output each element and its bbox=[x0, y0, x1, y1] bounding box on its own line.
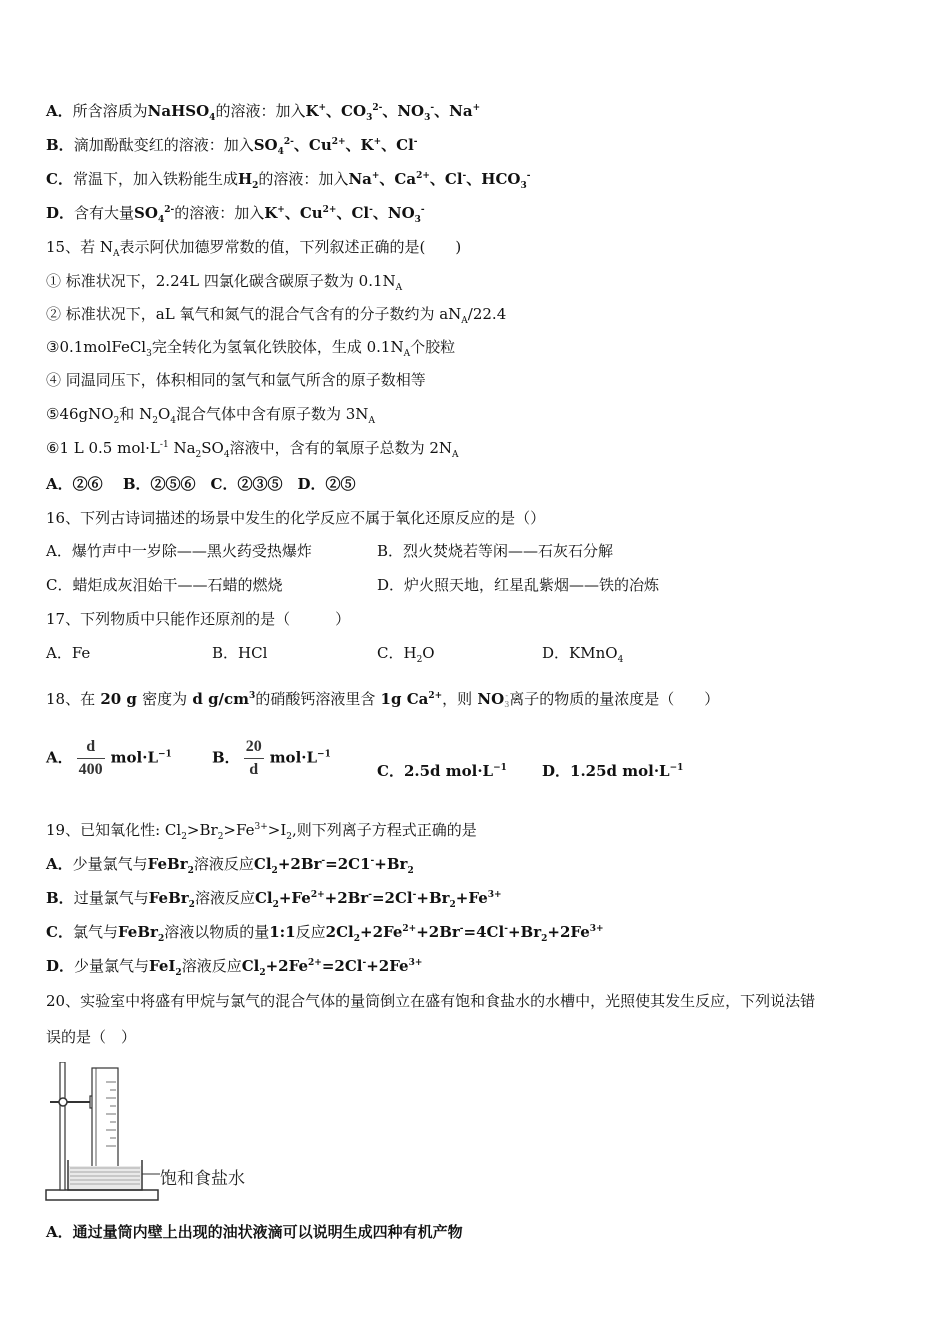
q16-option-b: B．烈火焚烧若等闲——石灰石分解 bbox=[377, 542, 614, 560]
q18-option-d: D．1.25d $mol\cdot L^{-1}$ bbox=[542, 762, 684, 780]
q14-option-b: B．滴加酚酞变红的溶液：加入$SO_4^{2-}$、$Cu^{2+}$、K+、Cl- bbox=[46, 136, 418, 157]
q16-option-c: C．蜡炬成灰泪始干——石蜡的燃烧 bbox=[46, 576, 283, 594]
q15-item-1: ① 标准状况下，2.24L 四氯化碳含碳原子数为 $0.1N_A$ bbox=[46, 272, 403, 293]
q18-option-c: C．2.5d $mol\cdot L^{-1}$ bbox=[377, 762, 507, 780]
q15-item-5: ⑤46gNO$_2$和 $N_2O_4$混合气体中含有原子数为 $3N_A$ bbox=[46, 405, 375, 426]
q18-option-b: B． $\frac{20}{d}$ $mol\cdot L^{-1}$ bbox=[212, 736, 331, 781]
q15-stem: 15、若 $N_A$表示阿伏加德罗常数的值，下列叙述正确的是( ) bbox=[46, 238, 462, 259]
q15-item-4: ④ 同温同压下，体积相同的氢气和氩气所含的原子数相等 bbox=[46, 371, 426, 389]
q16-stem: 16、下列古诗词描述的场景中发生的化学反应不属于氧化还原反应的是（） bbox=[46, 509, 546, 527]
q18-option-a: A． $\frac{d}{400}$ $mol\cdot L^{-1}$ bbox=[46, 736, 172, 781]
q17-option-a: A．Fe bbox=[46, 644, 91, 662]
q20-option-a: A．通过量筒内壁上出现的油状液滴可以说明生成四种有机产物 bbox=[46, 1223, 463, 1241]
q19-option-c: C．氯气与FeBr$_2$溶液以物质的量1:1反应$2Cl_2+2Fe^{2+}+2Br^-=4Cl^-+Br_2+2Fe^{3+}$ bbox=[46, 923, 604, 944]
q16-option-d: D．炉火照天地，红星乱紫烟——铁的冶炼 bbox=[377, 576, 660, 594]
fraction-d-over-400: $\frac{d}{400}$ bbox=[78, 738, 103, 778]
q17-option-b: B．HCl bbox=[212, 644, 268, 662]
q15-item-2: ② 标准状况下，aL 氧气和氮气的混合气含有的分子数约为 $aN_A/22.4$ bbox=[46, 305, 507, 326]
q16-option-a: A．爆竹声中一岁除——黑火药受热爆炸 bbox=[46, 542, 312, 560]
q15-item-6: ⑥1 L 0.5 $mol\cdot L^{-1}$ $Na_2SO_4$溶液中，含有的氧原子总数为 $2N_A$ bbox=[46, 439, 459, 460]
q20-stem-line-1: 20、实验室中将盛有甲烷与氯气的混合气体的量筒倒立在盛有饱和食盐水的水槽中，光照使其发生反应，下列说法错 bbox=[46, 992, 816, 1010]
q15-answers: A．②⑥ B．②⑤⑥ C．②③⑤ D．②⑤ bbox=[46, 475, 356, 493]
figure-label-saturated-brine: 饱和食盐水 bbox=[160, 1169, 245, 1189]
q14-option-c: C．常温下，加入铁粉能生成$H_2$的溶液：加入Na+、$Ca^{2+}$、Cl-、$HCO_3^-$ bbox=[46, 170, 531, 191]
q14-option-d: D．含有大量$SO_4^{2-}$的溶液：加入K+、$Cu^{2+}$、Cl-、$NO_3^-$ bbox=[46, 204, 425, 225]
stand-base bbox=[46, 1190, 158, 1200]
stand-rod bbox=[60, 1062, 65, 1190]
q19-option-a: A．少量氯气与FeBr$_2$溶液反应$Cl_2+2Br^-=2C1^-+Br_2$ bbox=[46, 855, 414, 876]
fraction-20-over-d: $\frac{20}{d}$ bbox=[245, 738, 262, 778]
q19-option-d: D．少量氯气与FeI$_2$溶液反应$Cl_2+2Fe^{2+}=2Cl^-+2Fe^{3+}$ bbox=[46, 957, 423, 978]
clamp-screw bbox=[59, 1098, 67, 1106]
q17-option-c: C．$H_2O$ bbox=[377, 644, 435, 665]
q17-stem: 17、下列物质中只能作还原剂的是（ ） bbox=[46, 610, 351, 628]
q18-stem: 18、在 20 g 密度为 d $g/cm^3$的硝酸钙溶液里含 1g $Ca^{2+}$，则 NO - 3 离子的物质的量浓度是（ ） bbox=[46, 690, 720, 709]
inverted-cylinder-apparatus-figure bbox=[44, 1062, 160, 1204]
q20-stem-line-2: 误的是（ ） bbox=[46, 1028, 137, 1046]
q15-item-3: ③0.1molFeCl$_3$完全转化为氢氧化铁胶体，生成 $0.1N_A$个胶粒 bbox=[46, 338, 456, 359]
q17-option-d: D．KMnO$_4$ bbox=[542, 644, 624, 665]
q14-option-a: A．所含溶质为NaHSO$_4$的溶液：加入K+、$CO_3^{2-}$、$NO_3^-$、Na+ bbox=[46, 102, 481, 123]
saturated-brine bbox=[69, 1166, 141, 1189]
q19-option-b: B．过量氯气与FeBr$_2$溶液反应$Cl_2+Fe^{2+}+2Br^-=2Cl^-+Br_2+Fe^{3+}$ bbox=[46, 889, 502, 910]
q19-stem: 19、已知氧化性: $Cl_2>Br_2>Fe^{3+}>I_2$,则下列离子方程式正确的是 bbox=[46, 821, 477, 842]
